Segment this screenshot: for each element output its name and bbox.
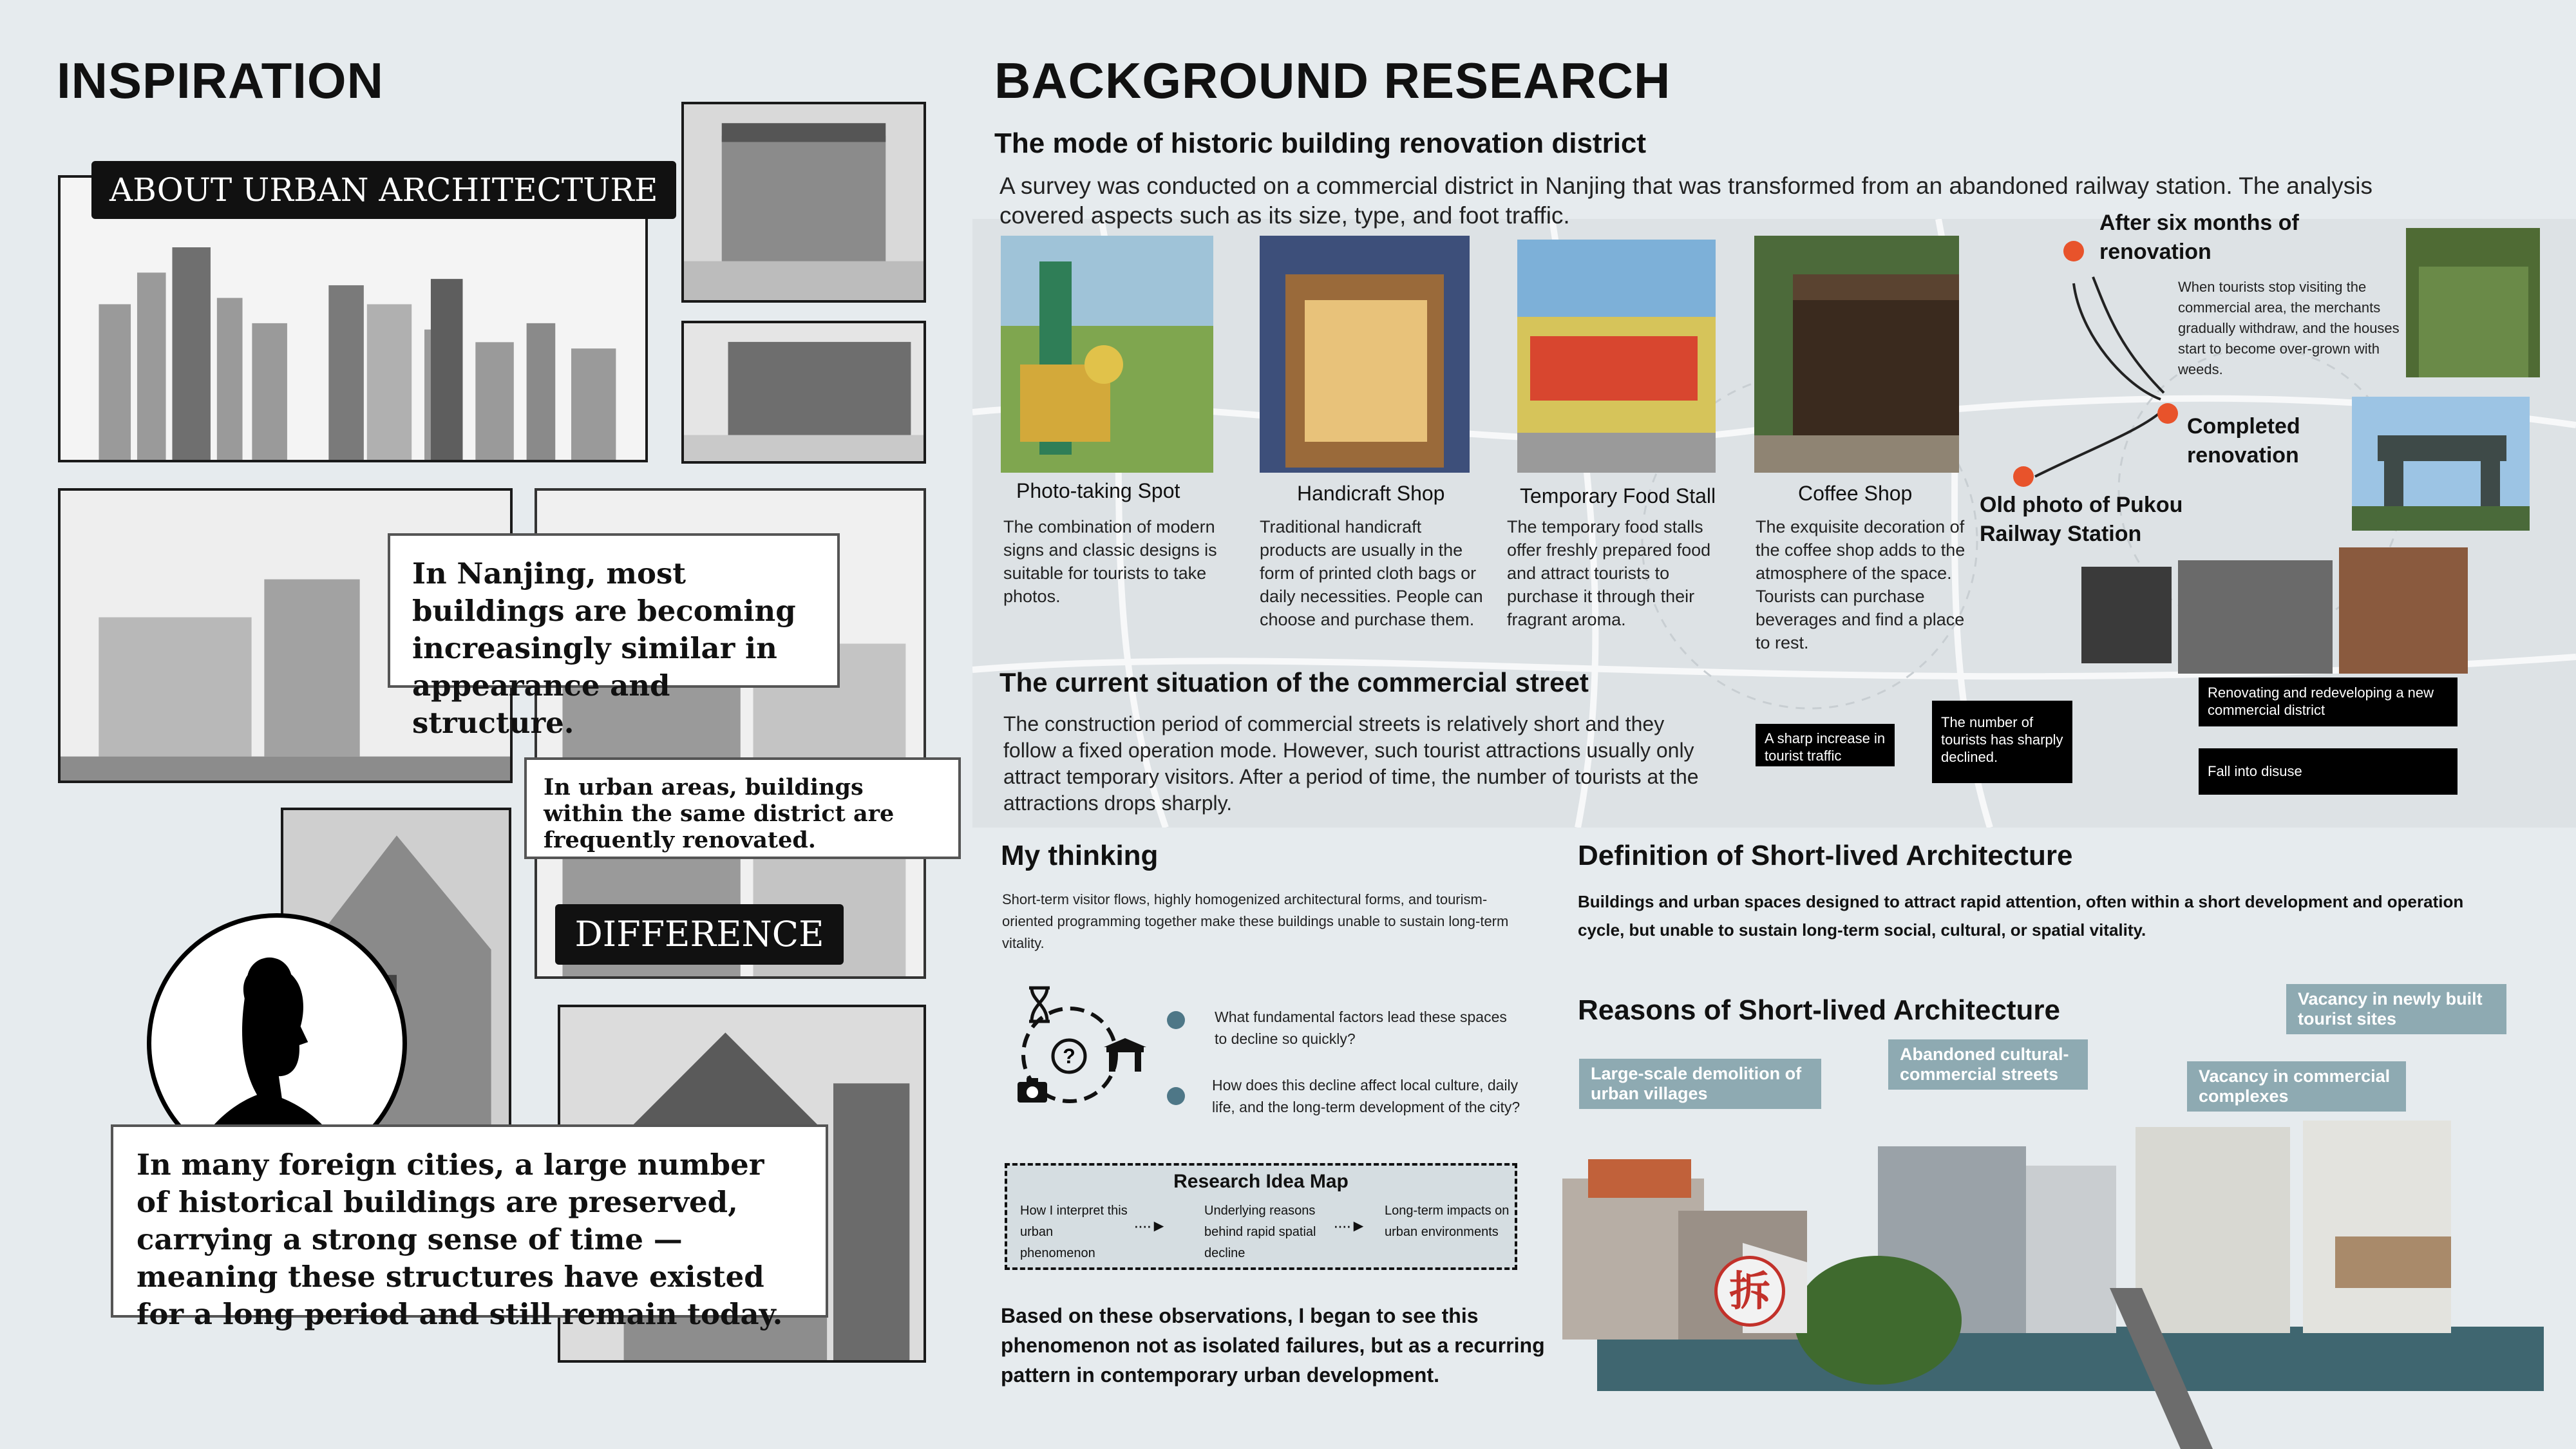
- thinking-conclusion: Based on these observations, I began to see this phenomenon not as isolated failures, but as a recurring pattern in contemporary urban development.: [1001, 1304, 1545, 1387]
- card-foreign-cities: [111, 1124, 828, 1331]
- idea-map-step-3: Long-term impacts on urban environments: [1385, 1204, 1510, 1239]
- tag-sharp-increase: A sharp increase in tourist traffic: [1756, 724, 1895, 766]
- tag-renovating: Renovating and redeveloping a new commercial district: [2199, 677, 2458, 726]
- reason-label-complexes: Vacancy in commercial complexes: [2187, 1061, 2406, 1112]
- reason-label-tourist-sites: Vacancy in newly built tourist sites: [2286, 984, 2506, 1034]
- reasons-heading: Reasons of Short-lived Architecture: [1578, 994, 2060, 1026]
- question-bullet-2: [1167, 1087, 1185, 1105]
- question-bullet-1: [1167, 1011, 1185, 1029]
- spot-name-food: Temporary Food Stall: [1520, 484, 1716, 507]
- idea-map-title: Research Idea Map: [1173, 1171, 1349, 1192]
- building-photo-grid: [681, 321, 926, 464]
- gate-icon: [1103, 1037, 1148, 1072]
- card-renovated: [524, 757, 961, 859]
- thinking-heading: My thinking: [1001, 840, 1159, 871]
- definition-text: Buildings and urban spaces designed to attract rapid attention, often within a short development and operation cycle, but unable to sustain long-term social, cultural, or spatial vitality.: [1578, 892, 2464, 940]
- spot-desc-coffee: The exquisite decoration of the coffee shop adds to the atmosphere of the space. Tourists can purchase beverages and find a place to rest.: [1756, 517, 1965, 652]
- idea-map-step-1: How I interpret this urban phenomenon: [1020, 1204, 1128, 1260]
- street-text: The construction period of commercial streets is relatively short and they follow a fixed operation mode. However, such tourist attractions usually only attract temporary visitors. After a period of time, the number of tourists at the attractions drops sharply.: [1003, 712, 1699, 815]
- dot-old-photo: [2013, 466, 2034, 487]
- spot-desc-photo: The combination of modern signs and classic designs is suitable for tourists to take photos.: [1003, 517, 1217, 606]
- research-title: BACKGROUND RESEARCH: [994, 52, 1671, 109]
- camera-icon: [1016, 1077, 1048, 1104]
- photo-taking-spot-image: [1001, 236, 1213, 473]
- spot-desc-food: The temporary food stalls offer freshly prepared food and attract tourists to purchase it through their fragrant aroma.: [1507, 517, 1711, 629]
- after-six-months-label: After six months of renovation: [2099, 211, 2299, 264]
- street-heading: The current situation of the commercial street: [999, 667, 1589, 697]
- question-2: How does this decline affect local culture, daily life, and the long-term development of the city?: [1212, 1077, 1520, 1115]
- research-idea-map: [1005, 1163, 1517, 1270]
- coffee-shop-image: [1754, 236, 1959, 473]
- svg-text:?: ?: [1063, 1045, 1075, 1068]
- spot-name-photo: Photo-taking Spot: [1016, 479, 1180, 502]
- inspiration-title: INSPIRATION: [57, 52, 384, 109]
- reasons-collage: [1562, 1108, 2544, 1449]
- building-photo-top: [681, 102, 926, 303]
- question-1: What fundamental factors lead these spaces to decline so quickly?: [1215, 1009, 1507, 1047]
- hourglass-icon: [1027, 985, 1052, 1024]
- tag-declined: The number of tourists has sharply declined.: [1932, 701, 2072, 783]
- card-foreign-text: In many foreign cities, a large number of historical buildings are preserved, carrying a strong sense of time — meaning these structures have existed for a long period and still remain today.: [137, 1148, 783, 1331]
- question-icon: [1050, 1037, 1088, 1075]
- after-six-months-desc: When tourists stop visiting the commercial area, the merchants gradually withdraw, and the houses start to become over-grown with weeds.: [2178, 279, 2400, 377]
- about-urban-label: ABOUT URBAN ARCHITECTURE: [91, 161, 676, 219]
- idea-arrow-2: ····►: [1333, 1216, 1366, 1235]
- card-renovated-text: In urban areas, buildings within the same district are frequently renovated.: [544, 774, 895, 853]
- old-photo-label: Old photo of Pukou Railway Station: [1980, 493, 2183, 546]
- food-stall-image: [1517, 240, 1716, 473]
- dot-completed: [2157, 403, 2178, 424]
- thinking-text: Short-term visitor flows, highly homogenized architectural forms, and tourism-oriented programming together make these buildings unable to sustain long-term vitality.: [1002, 891, 1509, 951]
- dot-after-six-months: [2063, 241, 2084, 261]
- mode-heading: The mode of historic building renovation district: [994, 128, 1647, 159]
- card-similar-buildings: [388, 533, 840, 740]
- card-similar-text: In Nanjing, most buildings are becoming increasingly similar in appearance and structure.: [412, 556, 796, 740]
- demolish-char: 拆: [1729, 1268, 1770, 1314]
- definition-heading: Definition of Short-lived Architecture: [1578, 840, 2073, 871]
- idea-map-step-2: Underlying reasons behind rapid spatial decline: [1204, 1204, 1316, 1260]
- overgrown-house-photo: [2406, 228, 2540, 377]
- idea-arrow-1: ····►: [1133, 1216, 1166, 1235]
- renovated-gate-photo: [2352, 397, 2530, 531]
- handicraft-shop-image: [1260, 236, 1470, 473]
- spot-name-coffee: Coffee Shop: [1798, 482, 1913, 505]
- reason-label-abandoned-streets: Abandoned cultural-commercial streets: [1888, 1039, 2088, 1090]
- demolish-sign: [1714, 1256, 1785, 1327]
- reason-label-demolition: Large-scale demolition of urban villages: [1579, 1059, 1821, 1109]
- tag-disuse: Fall into disuse: [2199, 748, 2458, 795]
- difference-label: DIFFERENCE: [555, 904, 844, 965]
- mode-text: A survey was conducted on a commercial district in Nanjing that was transformed from an abandoned railway station. The analysis covered aspects such as its size, type, and foot traffic.: [999, 173, 2372, 229]
- spot-name-handicraft: Handicraft Shop: [1297, 482, 1445, 505]
- completed-label: Completed renovation: [2187, 414, 2300, 468]
- spot-desc-handicraft: Traditional handicraft products are usually in the form of printed cloth bags or daily necessities. People can choose and purchase them.: [1260, 517, 1483, 629]
- old-station-photos: [2081, 547, 2468, 674]
